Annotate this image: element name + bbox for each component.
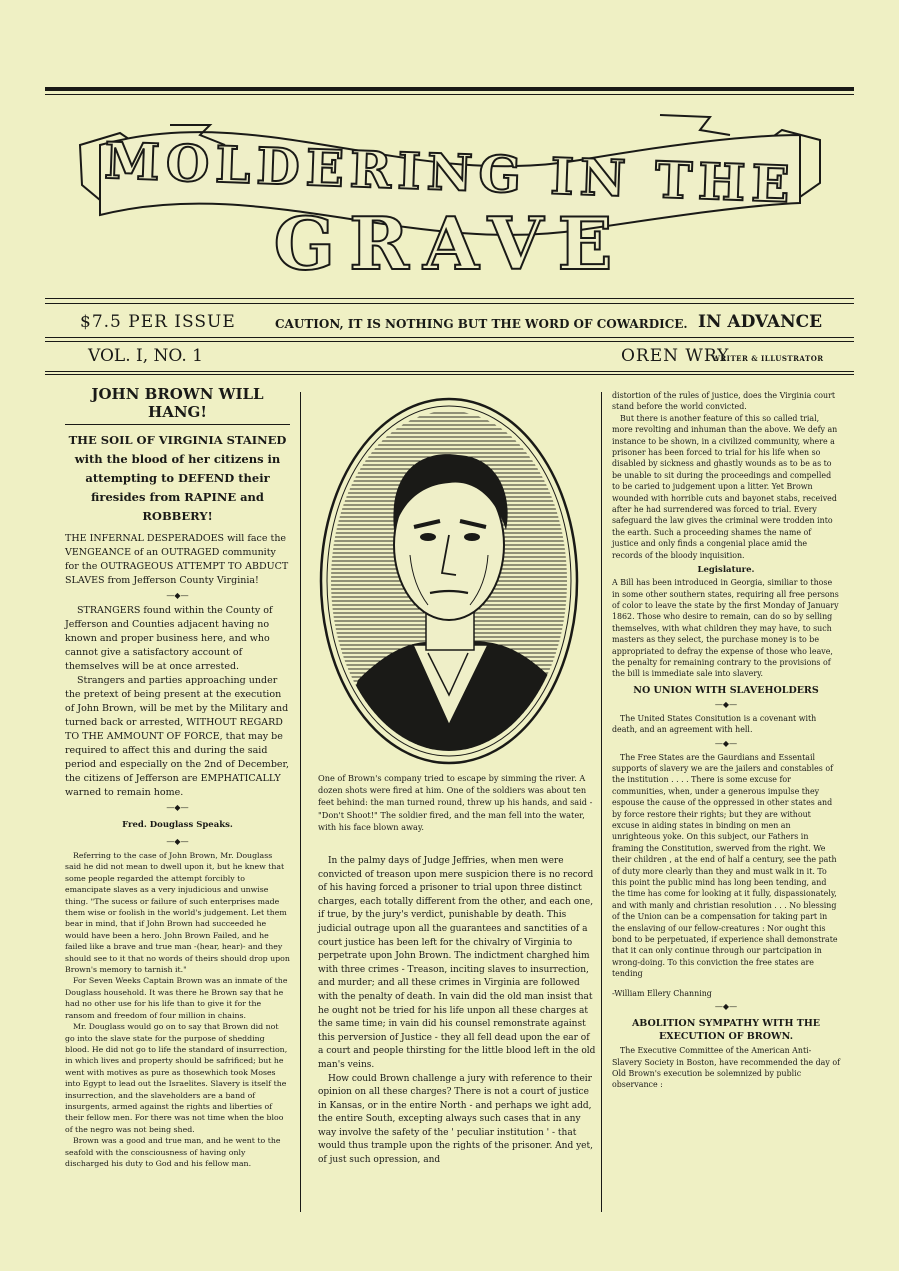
paragraph: How could Brown challenge a jury with reference to their opinion on all these charges? There is not a court of justice in Kansas, or in the entire North - and perhaps we ight add, the entire South, excepting always such cases that in any way involve the safety of the ' peculiar institution ' - that would thus trample upon the rights of the prisoner. And yet, of just such opression, and bbox=[318, 1073, 593, 1166]
right-column bbox=[612, 390, 840, 1091]
ornament: —◆— bbox=[166, 803, 189, 812]
middle-column bbox=[318, 772, 596, 1168]
paragraph: Referring to the case of John Brown, Mr. Douglass said he did not mean to dwell upon it, but he knew that some people regarded the attempt forcibly to emancipate slaves as a very injudicious and unwise thing. "The sucess or failure of such enterprises made them wise or foolish in the world's judgement. Let them bear in mind, that if John Brown had succeeded he would have been a hero. John Brown Failed, and he failed like a brave and true man -(hear, hear)- and they should see to it that no words of theirs should drop upon Brown's memory to tarnish it." bbox=[65, 851, 290, 975]
banner-rule-5 bbox=[45, 371, 854, 372]
subhead: THE SOIL OF VIRGINIA STAINED with the blood of her citizens in attempting to DEFEND their firesides from RAPINE and ROBBERY! bbox=[68, 433, 287, 523]
portrait-caption: One of Brown's company tried to escape by simming the river. A dozen shots were fired at him. One of the soldiers was about ten feet behind: the man turned round, threw up his hands, and said - "Don't Shoot!" The soldier fired, and the man fell into the water, with his face blown away. bbox=[318, 773, 593, 832]
paragraph: THE INFERNAL DESPERADOES will face the VENGEANCE of an OUTRAGED community for the OUTRAGEOUS ATTEMPT TO ABDUCT SLAVES from Jefferson County Virginia! bbox=[65, 533, 289, 586]
ornament: —◆— bbox=[714, 699, 738, 709]
banner-rule-2 bbox=[45, 303, 854, 304]
ornament: —◆— bbox=[714, 738, 738, 748]
paragraph: The United States Consitution is a covenant with death, and an agreement with hell. bbox=[612, 713, 817, 735]
paragraph: The Free States are the Gaurdians and Essentail supports of slavery we are the jailers and constables of the institution . . . . There is some excuse for communities, when, under a generous impulse they espouse the cause of the oppressed in other states and by force restore their rights; but they are without excuse in aiding states in binding on men an unrighteous yoke. On this subject, our Fathers in framing the Constitution, swerved from the right. We their children , at the end of half a century, see the path of duty more clearly than they and must walk in it. To this point the public mind has long been tending, and the time has come for looking at it fully, dispassionately, and with manly and christian resolution . . . No blessing of the Union can be a compensation for taking part in the enslaving of our fellow-creatures : Nor ought this bond to be perpetuated, if experience shall demonstrate that it can only continue through our partcipation in wrong-doing. To this conviction the free states are tending bbox=[612, 752, 838, 979]
paragraph: In the palmy days of Judge Jeffries, when men were convicted of treason upon mere suspicion there is no record of his having forced a prisoner to trial upon three distinct charges, each totally different from the other, and each one, if true, by the jury's verdict, punishable by death. This judicial outrage upon all the guarantees and sanctities of a court justice has been left for the chivalry of Virginia to perpetrate upon John Brown. The indictment charghed him with three crimes - Treason, inciting slaves to insurrection, and murder; and all these crimes in Virginia are followed with the penalty of death. In vain did the old man insist that he ought not be tried for his life unpon all these charges at the same time; in vain did his counsel remonstrate against this perversion of Justice - they all fell dead upon the ear of a court and people thirsting for the little blood left in the old man's veins. bbox=[318, 856, 596, 1070]
portrait-illustration bbox=[318, 395, 580, 767]
section-heading: Fred. Douglass Speaks. bbox=[122, 820, 233, 830]
volume-label: VOL. I, NO. 1 bbox=[88, 346, 203, 366]
ornament: —◆— bbox=[714, 1002, 738, 1012]
top-rule bbox=[45, 87, 854, 91]
section-heading: ABOLITION SYMPATHY WITH THE EXECUTION OF BROWN. bbox=[631, 1018, 821, 1043]
ornament: —◆— bbox=[166, 837, 189, 846]
banner-rule-4 bbox=[45, 341, 854, 342]
caution-label: CAUTION, IT IS NOTHING BUT THE WORD OF COWARDICE. bbox=[275, 317, 688, 331]
paragraph: But there is another feature of this so called trial, more revolting and inhuman than the above. We defy an instance to be shown, in a civilized community, where a prisoner has been forced to trial for his life when so disabled by sickness and ghastly wounds as to be as to be unable to sit during the proceedings and compelled to be caried to judgement upon a litter. Yet Brown wounded with horrible cuts and bayonet stabs, received after he had surrendered was forced to trial. Every safeguard the law gives the criminal were trodden into the earth. Such a proceeding shames the name of justice and only finds a congenial place amid the records of the bloody inquisition. bbox=[612, 413, 838, 560]
paragraph: distortion of the rules of justice, does the Virginia court stand before the world convicted. bbox=[612, 391, 836, 412]
column-rule-right bbox=[601, 392, 602, 1212]
portrait bbox=[318, 395, 580, 767]
column-rule-left bbox=[300, 392, 301, 1212]
writer-role: WRITER & ILLUSTRATOR bbox=[712, 354, 824, 363]
section-heading: NO UNION WITH SLAVEHOLDERS bbox=[633, 684, 819, 696]
banner-rule-3 bbox=[45, 337, 854, 338]
paragraph: Mr. Douglass would go on to say that Brown did not go into the slave state for the purpose of shedding blood. He did not go to life the standard of insurrection, in which lives and property should be safrificed; but he went with motives as pure as thosewhich took Moses into Egypt to lead out the Israelites. Slavery is itself the insurrection, and the slaveholders are a band of insurgents, armed against the rights and liberties of their fellow men. For there was not time when the bloo of the negro was not being shed. bbox=[65, 1022, 288, 1134]
banner-rule-1 bbox=[45, 298, 854, 299]
section-heading: Legislature. bbox=[697, 565, 755, 576]
attribution: -William Ellery Channing bbox=[612, 988, 712, 998]
writer-name: OREN WRY bbox=[621, 346, 730, 366]
paragraph: Brown was a good and true man, and he went to the seafold with the consciousness of having only discharged his duty to God and his fellow man. bbox=[65, 1136, 281, 1168]
paragraph: Strangers and parties approaching under the pretext of being present at the execution of John Brown, will be met by the Military and turned back or arrested, WITHOUT REGARD TO THE AMMOUNT OF FORCE, that may be required to affect this and during the said period and especially on the 2nd of December, the citizens of Jefferson are EMPHATICALLY warned to remain home. bbox=[65, 675, 290, 798]
paragraph: For Seven Weeks Captain Brown was an inmate of the Douglass household. It was there he Brown say that he had no other use for his life than to give it for the ransom and freedom of four million in chains. bbox=[65, 976, 288, 1020]
ornament: —◆— bbox=[166, 591, 189, 600]
paragraph: A Bill has been introduced in Georgia, similiar to those in some other southern states, requiring all free persons of color to leave the state by the first Monday of January 1862. Those who desire to remain, can do so by selling themselves, with what children they may have, to such masters as they select, the purchase money is to be appropriated to defray the expense of those who leave, the penalty for remaining contrary to the provisions of the bill is immediate sale into slavery. bbox=[612, 578, 839, 679]
top-rule-thin bbox=[45, 94, 854, 95]
title-line2: GRAVE bbox=[273, 201, 627, 286]
price-label: $7.5 PER ISSUE bbox=[80, 312, 236, 332]
headline: JOHN BROWN WILL HANG! bbox=[65, 385, 290, 425]
masthead bbox=[60, 105, 840, 295]
left-column bbox=[65, 385, 290, 1169]
banner-rule-6 bbox=[45, 374, 854, 375]
advance-label: IN ADVANCE bbox=[698, 312, 823, 332]
paragraph: STRANGERS found within the County of Jefferson and Counties adjacent having no known and proper business here, and who cannot give a satisfactory account of themselves will be at once arrested. bbox=[65, 605, 273, 672]
paragraph: The Executive Committee of the American Anti-Slavery Society in Boston, have recommended the day of Old Brown's execution be solemnized by public observance : bbox=[612, 1046, 840, 1090]
title-line1: MOLDERING IN THE bbox=[103, 130, 797, 215]
